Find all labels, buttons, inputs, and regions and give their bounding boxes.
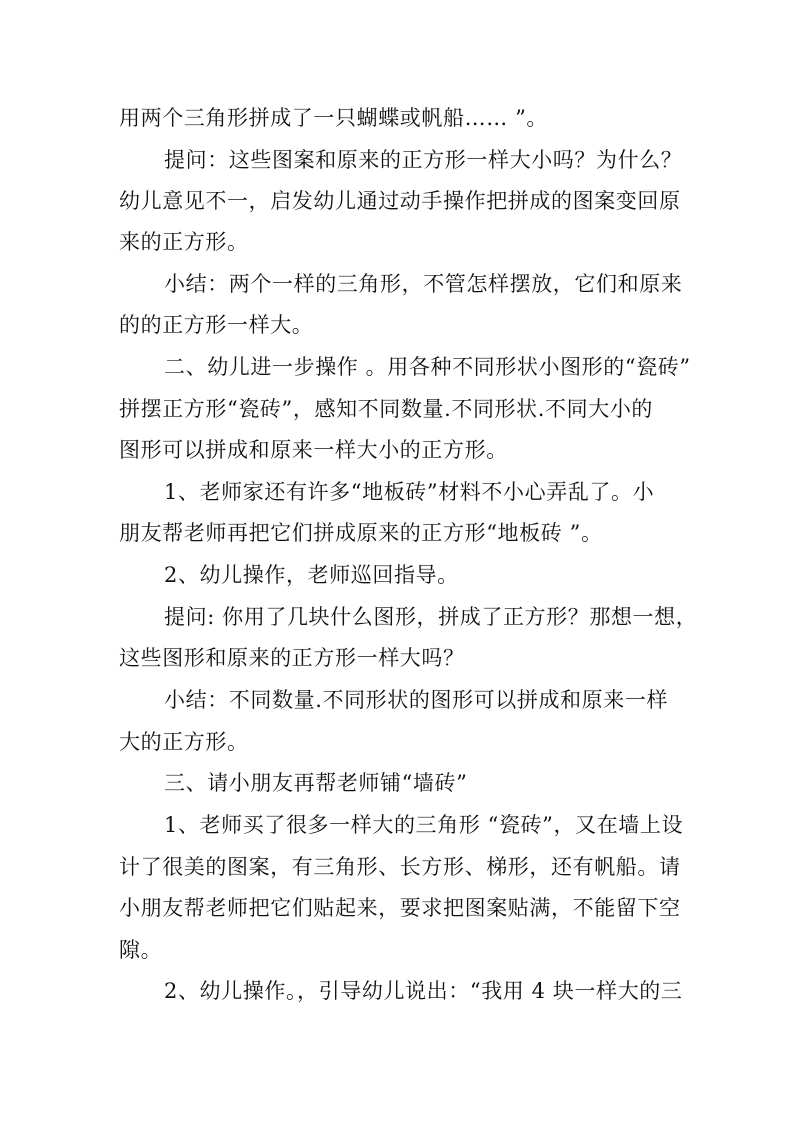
section-heading: 三、请小朋友再帮老师铺“墙砖”	[164, 771, 468, 795]
paragraph-line: 提问: 你用了几块什么图形，拼成了正方形？那想一想，	[164, 605, 698, 629]
section-heading: 二、幼儿进一步操作 。用各种不同形状小图形的“瓷砖”	[164, 355, 691, 379]
paragraph-line: 1、老师家还有许多“地板砖”材料不小心弄乱了。小	[164, 480, 655, 504]
paragraph-line: 小结：两个一样的三角形，不管怎样摆放，它们和原来	[164, 272, 683, 296]
paragraph-line: 2、幼儿操作，老师巡回指导。	[164, 563, 459, 587]
paragraph-line: 隙。	[119, 938, 163, 962]
paragraph-line: 1、老师买了很多一样大的三角形 “瓷砖”，又在墙上设	[164, 813, 684, 837]
paragraph-line: 小结：不同数量.不同形状的图形可以拼成和原来一样	[164, 688, 669, 712]
paragraph-line: 提问：这些图案和原来的正方形一样大小吗？为什么？	[164, 148, 683, 172]
paragraph-line: 图形可以拼成和原来一样大小的正方形。	[119, 438, 508, 462]
paragraph-line: 用两个三角形拼成了一只蝴蝶或帆船…… ”。	[119, 106, 549, 130]
paragraph-line: 幼儿意见不一，启发幼儿通过动手操作把拼成的图案变回原	[119, 189, 681, 213]
paragraph-line: 来的正方形。	[119, 230, 249, 254]
paragraph-line: 大的正方形。	[119, 730, 249, 754]
paragraph-line: 这些图形和原来的正方形一样大吗？	[119, 646, 465, 670]
paragraph-line: 的的正方形一样大。	[119, 313, 314, 337]
paragraph-line: 拼摆正方形“瓷砖”，感知不同数量.不同形状.不同大小的	[119, 397, 654, 421]
paragraph-line: 朋友帮老师再把它们拼成原来的正方形“地板砖 ”。	[119, 521, 603, 545]
paragraph-line: 2、幼儿操作。，引导幼儿说出：“我用 4 块一样大的三	[164, 979, 683, 1003]
paragraph-line: 小朋友帮老师把它们贴起来，要求把图案贴满，不能留下空	[119, 896, 681, 920]
paragraph-line: 计了很美的图案，有三角形、长方形、梯形，还有帆船。请	[119, 855, 681, 879]
